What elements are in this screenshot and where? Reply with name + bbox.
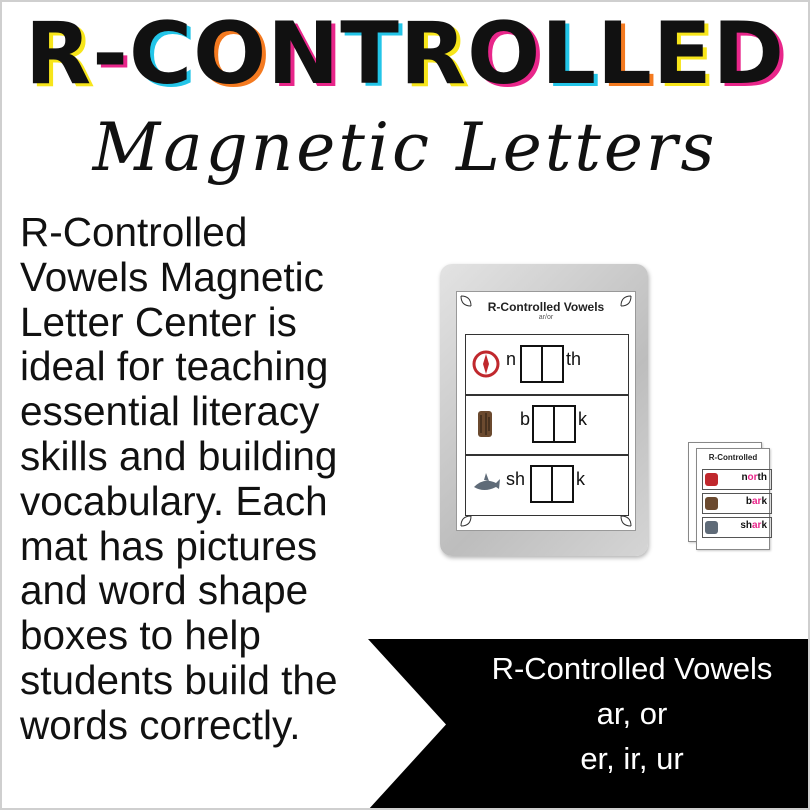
word-start: b xyxy=(520,409,531,429)
letter-box xyxy=(530,465,553,503)
title-letter: N xyxy=(267,4,341,104)
word-start: sh xyxy=(506,469,526,489)
title-letter: - xyxy=(92,4,129,104)
description-line: R-Controlled xyxy=(20,209,248,255)
mat-row xyxy=(465,334,629,396)
letter-box xyxy=(532,405,555,443)
title-letter: T xyxy=(340,4,400,104)
word-end: k xyxy=(578,409,587,429)
title-letter: L xyxy=(541,4,598,104)
card-word: bark xyxy=(745,496,767,507)
tree-bark-icon xyxy=(705,497,718,510)
letter-box xyxy=(541,345,564,383)
mat-row xyxy=(465,394,629,456)
description-line: students build the xyxy=(20,656,338,703)
page-subtitle: Magnetic Letters xyxy=(92,109,718,186)
front-card xyxy=(696,448,770,550)
banner-line: er, ir, ur xyxy=(580,741,684,776)
letter-box xyxy=(551,465,574,503)
word-end: k xyxy=(576,469,585,489)
magnetic-tray-image xyxy=(440,264,648,556)
word-start: n xyxy=(506,349,517,369)
letter-box xyxy=(520,345,543,383)
banner-text xyxy=(432,646,810,781)
title-letter: E xyxy=(652,4,713,104)
title-letter: C xyxy=(128,4,194,104)
description-line: words correctly. xyxy=(20,701,301,748)
title-letter: O xyxy=(193,4,268,104)
title-letter: R xyxy=(25,4,93,104)
card-row xyxy=(702,493,772,514)
mat-title: R-Controlled Vowels xyxy=(487,300,605,314)
description-line: skills and building xyxy=(20,432,338,479)
title-letter: R xyxy=(399,4,468,104)
description-line: boxes to help xyxy=(20,612,261,659)
tree-bark-icon xyxy=(472,409,500,439)
shark-icon xyxy=(472,469,500,499)
card-word: north xyxy=(741,472,767,483)
compass-icon xyxy=(705,473,718,486)
banner-line: R-Controlled Vowels xyxy=(491,651,773,686)
shark-icon xyxy=(705,521,718,534)
title-letter: O xyxy=(467,4,542,104)
card-title: R-Controlled xyxy=(708,453,758,462)
description-line: Letter Center is xyxy=(20,298,297,345)
answer-cards-image xyxy=(688,442,768,547)
word-end: th xyxy=(566,349,582,369)
mat-row xyxy=(465,454,629,516)
card-row xyxy=(702,517,772,538)
mat-subtitle: ar/or xyxy=(538,314,554,321)
title-letter: D xyxy=(712,4,785,104)
description-line: ideal for teaching xyxy=(20,343,329,390)
title-letter: L xyxy=(597,4,653,104)
description-line: vocabulary. Each xyxy=(20,477,328,524)
page-title xyxy=(2,4,808,104)
description-line: essential literacy xyxy=(20,388,320,435)
activity-mat xyxy=(456,291,636,531)
letter-box xyxy=(553,405,576,443)
card-word: shark xyxy=(740,520,767,531)
compass-icon xyxy=(472,349,500,379)
card-row xyxy=(702,469,772,490)
description-line: mat has pictures xyxy=(20,522,318,569)
description-line: Vowels Magnetic xyxy=(20,253,324,300)
banner-line: ar, or xyxy=(596,696,668,731)
description-line: and word shape xyxy=(20,567,309,614)
